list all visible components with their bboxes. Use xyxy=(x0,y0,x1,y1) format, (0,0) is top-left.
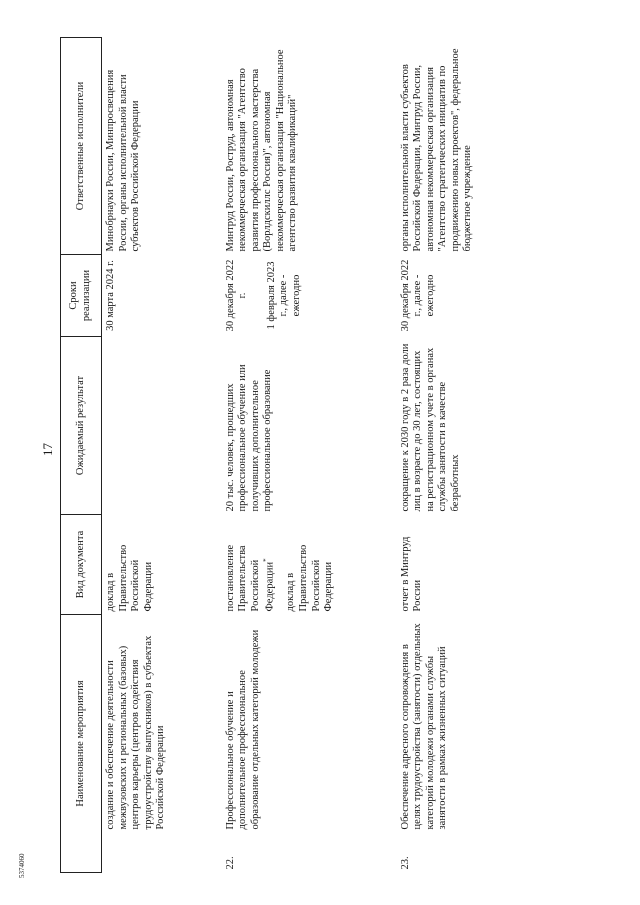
doc-type-text-2: доклад в Правительство Российской Федерации xyxy=(285,544,335,612)
responsible-text: органы исполнительной власти субъектов Российской Федерации, Минтруд России, автономная некоммерческая организация "Агентство стратегических инициатив по продвижению новых проектов", федеральное бюджетное учреждение xyxy=(399,48,474,252)
row-responsible: Минтруд России, Роструд, автономная некоммерческая организация "Агентство развития профессионального мастерства (Ворлдскиллс Россия)", автономная некоммерческая организация "Национальное агентство развития квалификаций" xyxy=(224,49,299,252)
row-name: Профессиональное обучение и дополнительное профессиональное образование отдельных категорий молодежи xyxy=(224,629,261,830)
doc-type-text: доклад в Правительство Российской Федерации xyxy=(105,544,154,612)
row-number xyxy=(102,833,222,873)
document-code: 5374060 xyxy=(18,853,26,878)
page-number: 17 xyxy=(40,443,55,456)
row-number: 23. xyxy=(399,856,411,870)
header-name: Наименование мероприятия xyxy=(61,614,102,872)
table-row xyxy=(102,37,222,872)
row-name: Обеспечение адресного сопровождения в целях трудоустройства (занятости) отдельных категорий молодежи органами службы занятости в рамках жизненных ситуаций xyxy=(399,623,449,830)
header-responsible: Ответственные исполнители xyxy=(61,37,102,254)
row-responsible: Минобрнауки России, Минпросвещения России, органы исполнительной власти субъектов Российской Федерации xyxy=(105,69,142,252)
header-result: Ожидаемый результат xyxy=(61,336,102,514)
doc-type-text: отчет в Минтруд России xyxy=(399,536,424,612)
row-doc-type xyxy=(102,514,222,614)
row-doc-type xyxy=(397,514,557,614)
row-deadline xyxy=(102,254,222,336)
row-name: создание и обеспечение деятельности межвузовских и региональных (базовых) центров карьеры (центров содействия трудоустройству выпускников) в субъектах Российской Федерации xyxy=(105,635,167,830)
row-result: сокращение к 2030 году в 2 раза доли лиц в возрасте до 30 лет, состоящих на регистрационном учете в органах службы занятости в качестве безработных xyxy=(399,343,461,512)
row-number: 22. xyxy=(224,856,236,870)
doc-type-text: постановление Правительства Российской Федерации xyxy=(224,544,276,612)
row-deadline xyxy=(397,254,557,336)
deadline-text: 30 декабря 2022 г., далее - ежегодно xyxy=(399,259,436,332)
table-row xyxy=(397,37,557,872)
row-result: 20 тыс. человек, прошедших профессиональное обучение или получивших дополнительное профессиональное образование xyxy=(224,364,274,512)
deadline-text: 30 декабря 2022 г. xyxy=(224,259,249,332)
rotated-table-wrapper xyxy=(60,38,565,873)
row-deadline xyxy=(222,254,397,336)
deadline-text-2: 1 февраля 2023 г., далее - ежегодно xyxy=(265,261,302,330)
header-deadline: Сроки реализации xyxy=(61,254,102,336)
row-responsible xyxy=(397,37,557,254)
measures-table xyxy=(60,37,557,873)
deadline-text: 30 марта 2024 г. xyxy=(105,260,116,331)
table-header-row xyxy=(61,37,102,872)
header-doc-type: Вид документа xyxy=(61,514,102,614)
footnote-marker: * xyxy=(262,558,271,562)
row-doc-type xyxy=(222,514,397,614)
row-result xyxy=(102,336,222,514)
table-row xyxy=(222,37,397,872)
